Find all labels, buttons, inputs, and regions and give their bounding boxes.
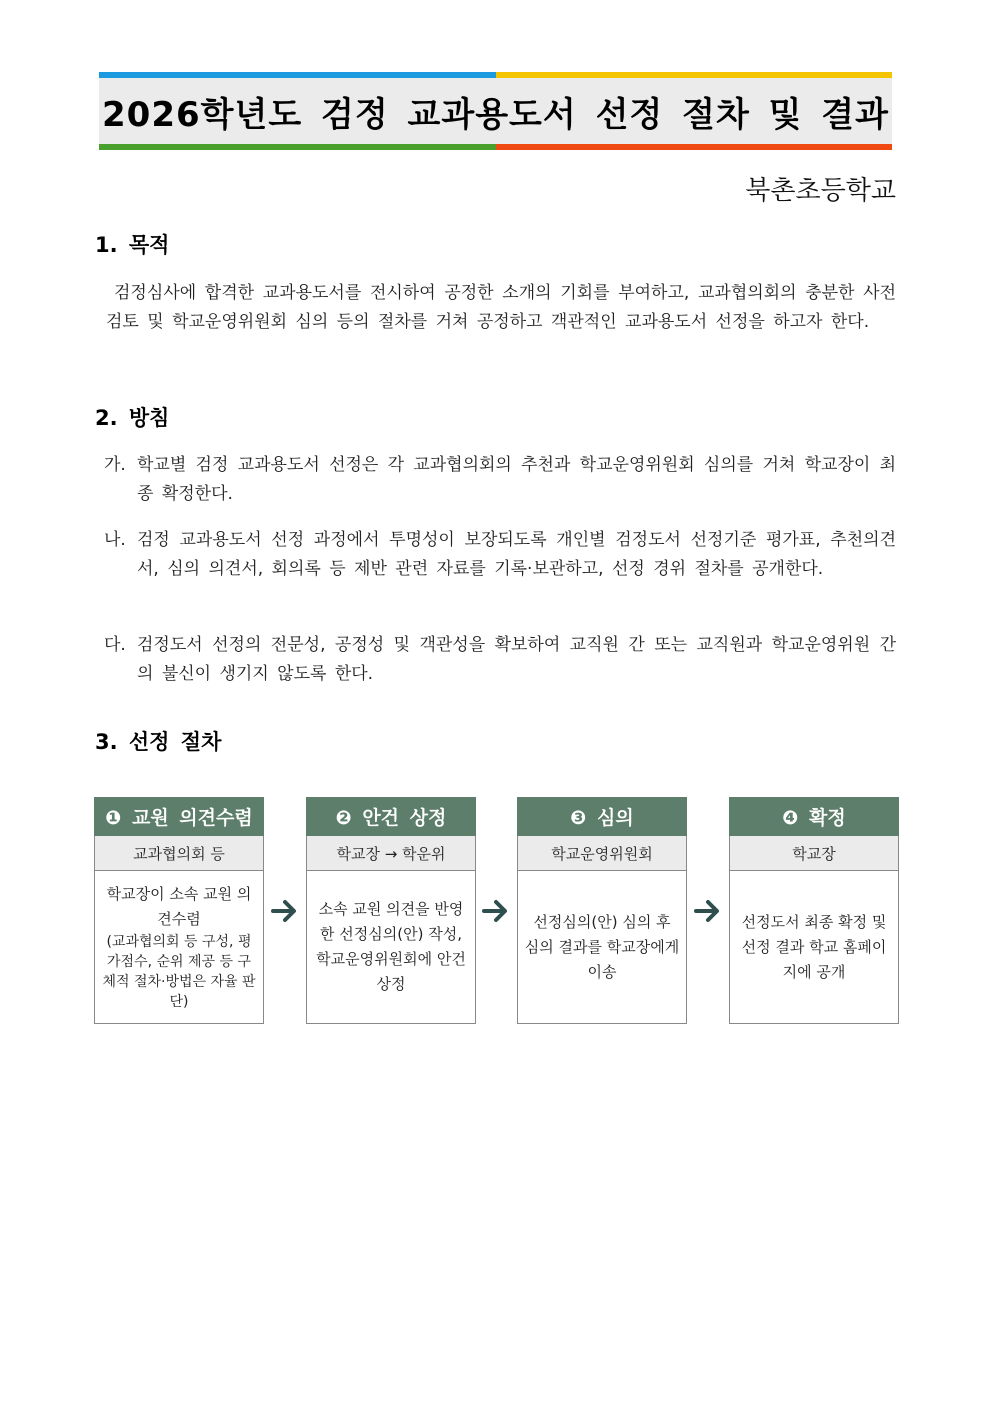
title-bar-green <box>99 144 496 150</box>
policy-item-marker: 나. <box>104 530 126 550</box>
step-description-text: 소속 교원 의견을 반영한 선정심의(안) 작성, 학교운영위원회에 안건 상정 <box>316 900 466 993</box>
step-actor: 학교운영위원회 <box>517 836 687 870</box>
step-description <box>306 870 476 1024</box>
step-description <box>517 870 687 1024</box>
policy-item <box>104 631 896 689</box>
procedure-step-1 <box>94 797 264 1027</box>
policy-item-text: 학교별 검정 교과용도서 선정은 각 교과협의회의 추천과 학교운영위원회 심의를 거쳐 학교장이 최종 확정한다. <box>137 455 896 504</box>
step-description <box>94 870 264 1024</box>
step-actor: 교과협의회 등 <box>94 836 264 870</box>
policy-item <box>104 451 896 509</box>
procedure-step-4 <box>729 797 899 1027</box>
title-bar-red <box>496 144 892 150</box>
section-heading-purpose: 1. 목적 <box>95 233 170 257</box>
step-title: ❸ 심의 <box>517 797 687 836</box>
policy-item <box>104 526 896 584</box>
step-description <box>729 870 899 1024</box>
policy-item-text: 검정 교과용도서 선정 과정에서 투명성이 보장되도록 개인별 검정도서 선정기준 평가표, 추천의견서, 심의 의견서, 회의록 등 제반 관련 자료를 기록·보관하고, 선정 경위 절차를 공개한다. <box>137 530 896 579</box>
school-name: 북촌초등학교 <box>745 176 896 206</box>
step-description-text: 선정도서 최종 확정 및 선정 결과 학교 홈페이지에 공개 <box>741 912 887 981</box>
section-heading-procedure: 3. 선정 절차 <box>95 730 222 754</box>
step-title: ❷ 안건 상정 <box>306 797 476 836</box>
purpose-text: 검정심사에 합격한 교과용도서를 전시하여 공정한 소개의 기회를 부여하고, 교과협의회의 충분한 사전 검토 및 학교운영위원회 심의 등의 절차를 거쳐 공정하고 객관적인 교과용도서 선정을 하고자 한다. <box>106 283 896 332</box>
policy-item-text: 검정도서 선정의 전문성, 공정성 및 객관성을 확보하여 교직원 간 또는 교직원과 학교운영위원 간의 불신이 생기지 않도록 한다. <box>137 635 896 684</box>
arrow-right-icon <box>693 896 723 926</box>
step-actor: 학교장 → 학운위 <box>306 836 476 870</box>
procedure-step-3 <box>517 797 687 1027</box>
arrow-right-icon <box>270 896 300 926</box>
step-description-text: 선정심의(안) 심의 후 심의 결과를 학교장에게 이송 <box>524 912 680 981</box>
section-heading-policy: 2. 방침 <box>95 406 170 430</box>
procedure-step-2 <box>306 797 476 1027</box>
title-banner <box>99 72 892 150</box>
step-title: ❹ 확정 <box>729 797 899 836</box>
step-description-note: (교과협의회 등 구성, 평가점수, 순위 제공 등 구체적 절차·방법은 자율 판단) <box>102 934 256 1010</box>
policy-item-marker: 가. <box>104 455 126 475</box>
step-description-text: 학교장이 소속 교원 의견수렴 <box>106 885 252 928</box>
step-actor: 학교장 <box>729 836 899 870</box>
step-title: ❶ 교원 의견수렴 <box>94 797 264 836</box>
page-title: 2026학년도 검정 교과용도서 선정 절차 및 결과 <box>102 94 889 135</box>
arrow-right-icon <box>481 896 511 926</box>
policy-item-marker: 다. <box>104 635 126 655</box>
